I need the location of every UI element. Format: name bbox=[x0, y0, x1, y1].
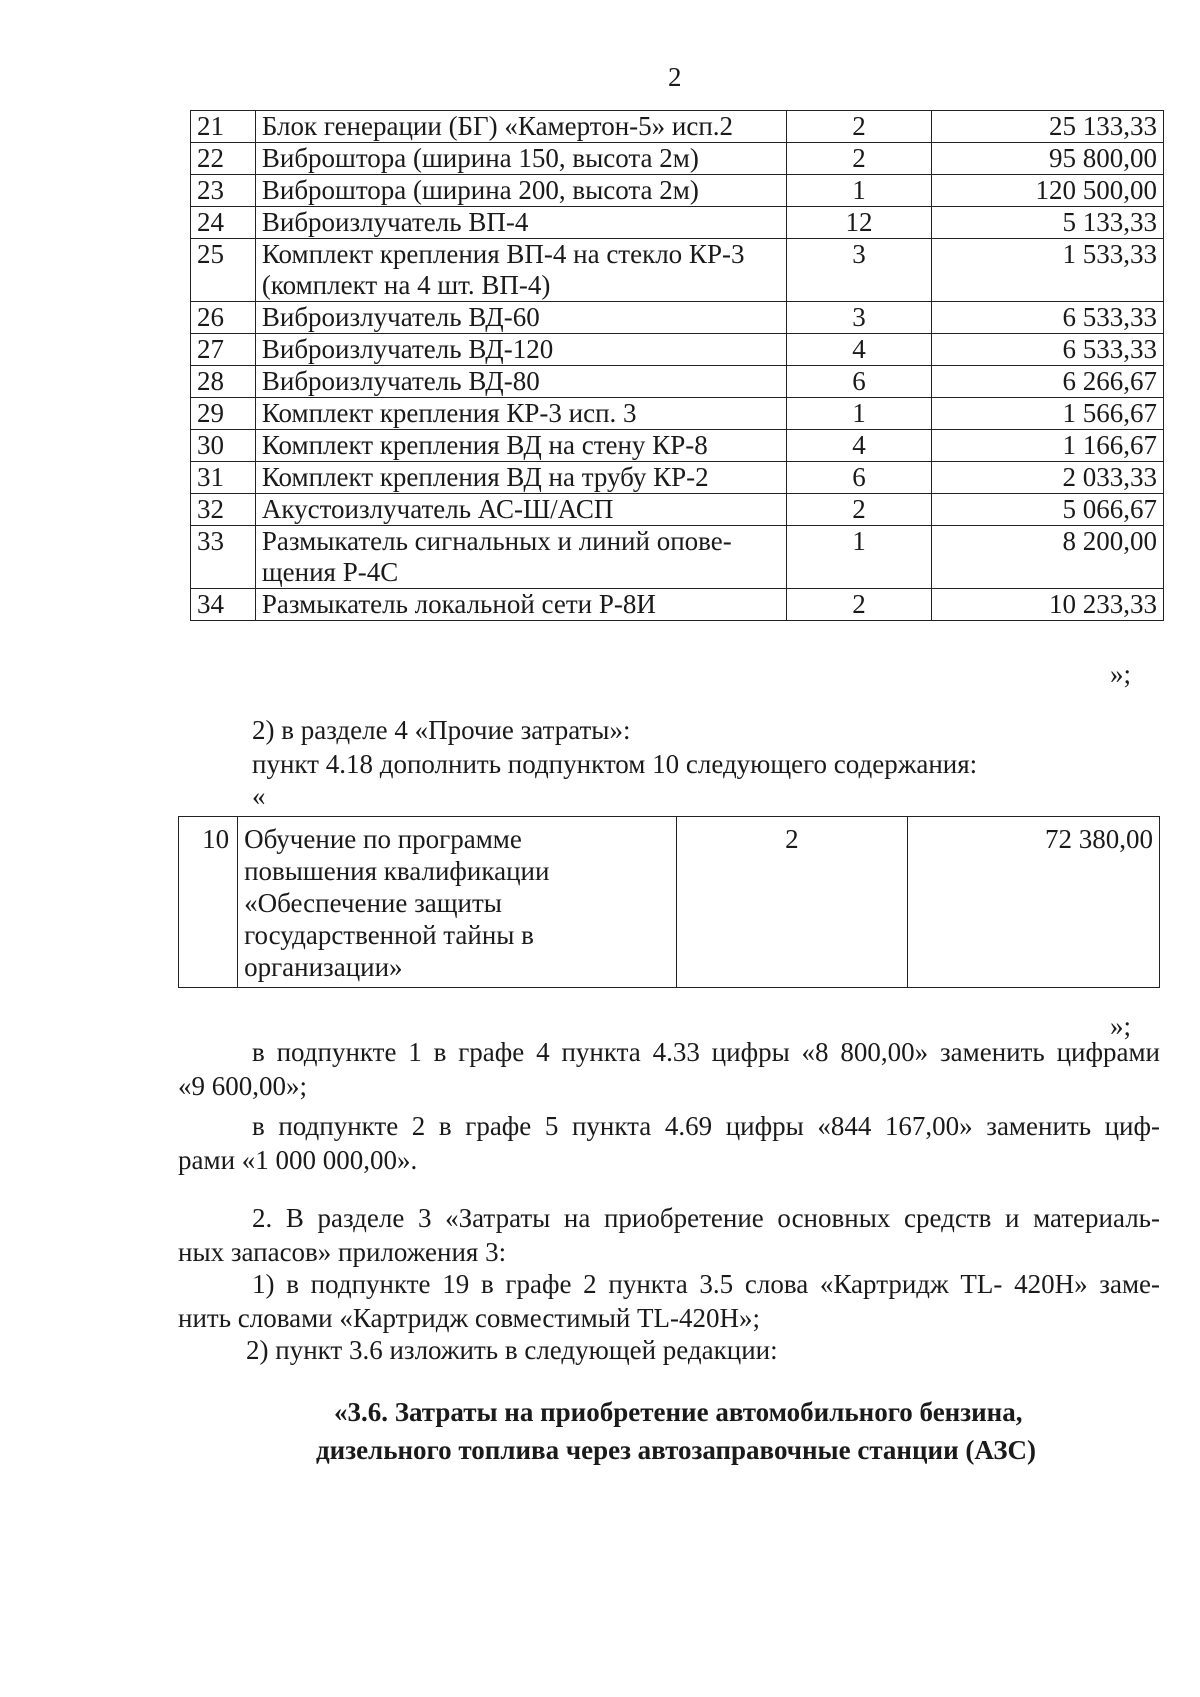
row-name: Виброизлучатель ВД-60 bbox=[255, 302, 786, 334]
table-row bbox=[191, 239, 1164, 302]
row-number: 25 bbox=[191, 239, 256, 302]
section-heading: дизельного топлива через автозаправочные станции (АЗС) bbox=[316, 1435, 1036, 1465]
row-number: 26 bbox=[191, 302, 256, 334]
row-quantity: 6 bbox=[787, 366, 931, 398]
row-name: Комплект крепления ВД на трубу КР-2 bbox=[255, 462, 786, 494]
row-price: 10 233,33 bbox=[931, 589, 1163, 621]
row-name-line: организации» bbox=[244, 952, 403, 982]
row-price: 1 533,33 bbox=[931, 239, 1163, 302]
row-quantity: 1 bbox=[787, 175, 931, 207]
row-quantity: 3 bbox=[787, 239, 931, 302]
row-quantity: 2 bbox=[787, 494, 931, 526]
row-name: Виброизлучатель ВД-120 bbox=[255, 334, 786, 366]
paragraph-line: 2) пункт 3.6 изложить в следующей редакции: bbox=[246, 1335, 778, 1365]
closing-quote: »; bbox=[1110, 659, 1132, 689]
row-number: 28 bbox=[191, 366, 256, 398]
paragraph-line: в подпункте 1 в графе 4 пункта 4.33 цифры «8 800,00» заменить цифрами bbox=[252, 1037, 1160, 1067]
row-name: Акустоизлучатель АС-Ш/АСП bbox=[255, 494, 786, 526]
row-quantity: 12 bbox=[787, 207, 931, 239]
row-name: Комплект крепления ВП-4 на стекло КР-3 (комплект на 4 шт. ВП-4) bbox=[255, 239, 786, 302]
row-quantity: 2 bbox=[787, 143, 931, 175]
row-quantity: 2 bbox=[787, 111, 931, 143]
row-name bbox=[238, 817, 677, 988]
row-price: 72 380,00 bbox=[907, 817, 1159, 988]
row-name: Размыкатель локальной сети Р-8И bbox=[255, 589, 786, 621]
row-name: Виброизлучатель ВП-4 bbox=[255, 207, 786, 239]
row-price: 6 533,33 bbox=[931, 334, 1163, 366]
row-price: 5 066,67 bbox=[931, 494, 1163, 526]
paragraph-line: нить словами «Картридж совместимый TL-420H»; bbox=[178, 1303, 761, 1333]
paragraph-line: ных запасов» приложения 3: bbox=[178, 1237, 507, 1267]
table-row bbox=[191, 462, 1164, 494]
table-row bbox=[191, 111, 1164, 143]
row-quantity: 6 bbox=[787, 462, 931, 494]
row-name: Виброштора (ширина 150, высота 2м) bbox=[255, 143, 786, 175]
table-row bbox=[191, 175, 1164, 207]
row-quantity: 2 bbox=[676, 817, 907, 988]
row-price: 120 500,00 bbox=[931, 175, 1163, 207]
page-number: 2 bbox=[668, 62, 682, 92]
row-name-line: повышения квалификации bbox=[244, 856, 550, 886]
paragraph-line: в подпункте 2 в графе 5 пункта 4.69 цифры «844 167,00» заменить циф- bbox=[252, 1111, 1160, 1141]
paragraph-line: 2. В разделе 3 «Затраты на приобретение основных средств и материаль- bbox=[252, 1203, 1160, 1233]
row-quantity: 3 bbox=[787, 302, 931, 334]
training-table bbox=[178, 816, 1160, 988]
row-quantity: 1 bbox=[787, 398, 931, 430]
row-name-line: «Обеспечение защиты bbox=[244, 888, 502, 918]
section-heading: «3.6. Затраты на приобретение автомобильного бензина, bbox=[334, 1397, 1023, 1427]
row-name: Виброизлучатель ВД-80 bbox=[255, 366, 786, 398]
table-row bbox=[191, 398, 1164, 430]
row-name: Размыкатель сигнальных и линий опове-щения Р-4С bbox=[255, 526, 786, 589]
row-number: 10 bbox=[179, 817, 238, 988]
row-price: 2 033,33 bbox=[931, 462, 1163, 494]
row-quantity: 4 bbox=[787, 430, 931, 462]
row-quantity: 1 bbox=[787, 526, 931, 589]
row-quantity: 2 bbox=[787, 589, 931, 621]
section-amend-line: 2) в разделе 4 «Прочие затраты»: bbox=[252, 715, 631, 745]
row-name: Комплект крепления КР-3 исп. 3 bbox=[255, 398, 786, 430]
table-row bbox=[191, 334, 1164, 366]
row-price: 6 533,33 bbox=[931, 302, 1163, 334]
equipment-table bbox=[190, 110, 1164, 621]
row-price: 5 133,33 bbox=[931, 207, 1163, 239]
table-row bbox=[191, 366, 1164, 398]
row-number: 32 bbox=[191, 494, 256, 526]
row-price: 95 800,00 bbox=[931, 143, 1163, 175]
row-name-line: Обучение по программе bbox=[244, 824, 522, 854]
paragraph-line: рами «1 000 000,00». bbox=[178, 1145, 418, 1175]
row-price: 6 266,67 bbox=[931, 366, 1163, 398]
closing-quote: »; bbox=[1110, 1011, 1132, 1041]
row-price: 25 133,33 bbox=[931, 111, 1163, 143]
row-name-line: государственной тайны в bbox=[244, 920, 534, 950]
row-number: 33 bbox=[191, 526, 256, 589]
row-number: 29 bbox=[191, 398, 256, 430]
row-number: 22 bbox=[191, 143, 256, 175]
row-number: 23 bbox=[191, 175, 256, 207]
row-quantity: 4 bbox=[787, 334, 931, 366]
row-name: Виброштора (ширина 200, высота 2м) bbox=[255, 175, 786, 207]
row-price: 1 566,67 bbox=[931, 398, 1163, 430]
paragraph-line: «9 600,00»; bbox=[178, 1071, 308, 1101]
table-row bbox=[191, 302, 1164, 334]
table-row bbox=[191, 143, 1164, 175]
table-row bbox=[191, 430, 1164, 462]
row-name: Блок генерации (БГ) «Камертон-5» исп.2 bbox=[255, 111, 786, 143]
row-number: 21 bbox=[191, 111, 256, 143]
paragraph-line: 1) в подпункте 19 в графе 2 пункта 3.5 слова «Картридж TL- 420H» заме- bbox=[252, 1269, 1160, 1299]
opening-quote: « bbox=[252, 781, 266, 811]
table-row bbox=[191, 494, 1164, 526]
table-row bbox=[191, 526, 1164, 589]
row-number: 31 bbox=[191, 462, 256, 494]
row-price: 8 200,00 bbox=[931, 526, 1163, 589]
row-number: 34 bbox=[191, 589, 256, 621]
section-amend-line: пункт 4.18 дополнить подпунктом 10 следующего содержания: bbox=[252, 749, 978, 779]
table-row bbox=[191, 589, 1164, 621]
table-row bbox=[191, 207, 1164, 239]
row-name: Комплект крепления ВД на стену КР-8 bbox=[255, 430, 786, 462]
row-number: 30 bbox=[191, 430, 256, 462]
row-number: 24 bbox=[191, 207, 256, 239]
table-row bbox=[179, 817, 1160, 988]
row-price: 1 166,67 bbox=[931, 430, 1163, 462]
row-number: 27 bbox=[191, 334, 256, 366]
